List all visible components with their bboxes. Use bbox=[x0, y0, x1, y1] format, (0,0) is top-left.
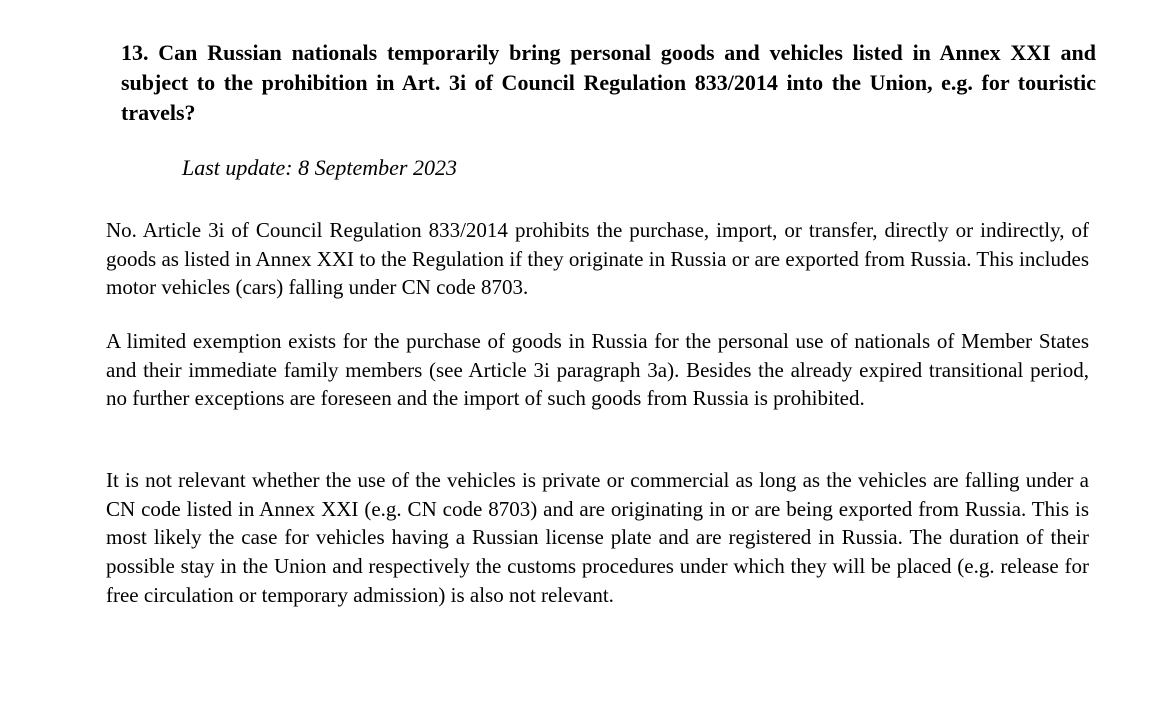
answer-paragraph-3: It is not relevant whether the use of the vehicles is private or commercial as long as the vehicles are falling under a CN code listed in Annex XXI (e.g. CN code 8703) and are originating in or are being exported from Russia. This is most likely the case for vehicles having a Russian license plate and are registered in Russia. The duration of their possible stay in the Union and respectively the customs procedures under which they will be placed (e.g. release for free circulation or temporary admission) is also not relevant. bbox=[106, 468, 1089, 607]
last-update-note: Last update: 8 September 2023 bbox=[182, 155, 457, 180]
question-heading: 13. Can Russian nationals temporarily bring personal goods and vehicles listed in Annex XXI and subject to the prohibition in Art. 3i of Council Regulation 833/2014 into the Union, e.g. for touristic travels? bbox=[121, 40, 1096, 125]
answer-paragraph-1: No. Article 3i of Council Regulation 833/2014 prohibits the purchase, import, or transfer, directly or indirectly, of goods as listed in Annex XXI to the Regulation if they originate in Russia or are exported from Russia. This includes motor vehicles (cars) falling under CN code 8703. bbox=[106, 218, 1089, 300]
answer-paragraph-2: A limited exemption exists for the purchase of goods in Russia for the personal use of nationals of Member States and their immediate family members (see Article 3i paragraph 3a). Besides the already expired transitional period, no further exceptions are foreseen and the import of such goods from Russia is prohibited. bbox=[106, 329, 1089, 411]
